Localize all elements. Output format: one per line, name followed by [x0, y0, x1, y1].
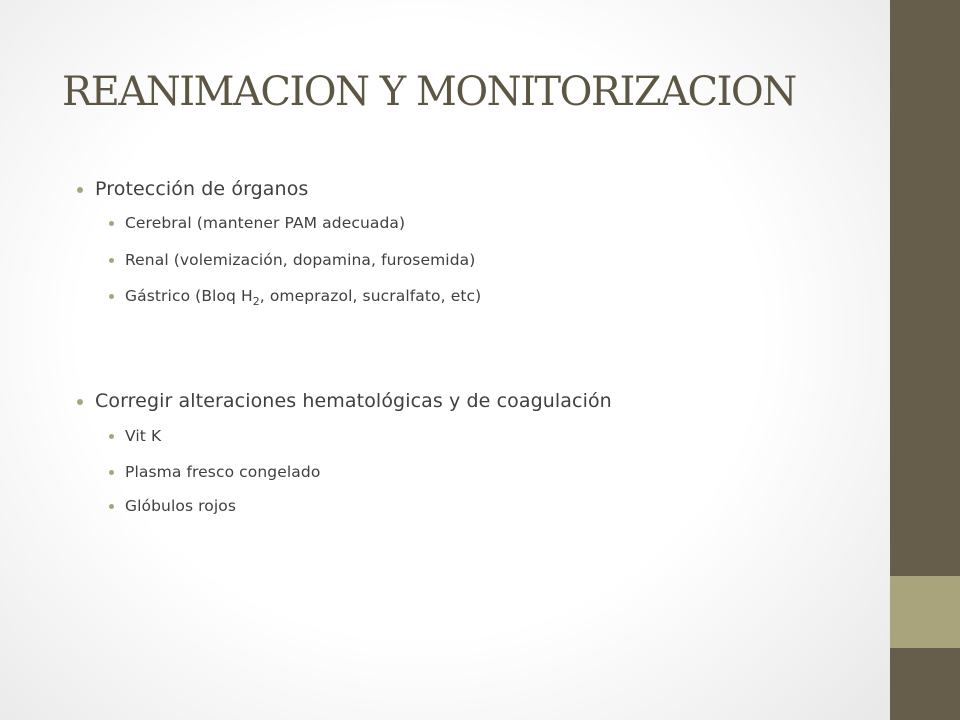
side-band-middle	[890, 576, 960, 648]
bullet-text: Corregir alteraciones hematológicas y de coagulación	[95, 390, 612, 412]
bullet-heading-organ-protection	[95, 178, 308, 200]
sub-bullet-dot	[109, 504, 114, 509]
bullet-text: Protección de órganos	[95, 178, 309, 200]
sub-bullet-text: Glóbulos rojos	[125, 497, 237, 515]
sub-bullet-renal	[125, 251, 475, 269]
subscript-2: 2	[252, 294, 260, 308]
slide-title: REANIMACION Y MONITORIZACION	[62, 69, 796, 115]
side-band-top	[890, 0, 960, 576]
sub-bullet-text: Plasma fresco congelado	[125, 463, 321, 481]
sub-bullet-red-cells	[125, 497, 236, 515]
sub-bullet-text: Renal (volemización, dopamina, furosemida)	[125, 251, 476, 269]
sub-bullet-gastric	[125, 287, 482, 308]
sub-bullet-dot	[109, 221, 114, 226]
bullet-dot	[77, 187, 83, 193]
sub-bullet-cerebral	[125, 214, 405, 232]
sub-bullet-dot	[109, 434, 114, 439]
sub-bullet-dot	[109, 294, 114, 299]
bullet-dot	[77, 399, 83, 405]
sub-bullet-text-start: Gástrico (Bloq H	[125, 287, 253, 305]
sub-bullet-dot	[109, 470, 114, 475]
sub-bullet-text: Cerebral (mantener PAM adecuada)	[125, 214, 406, 232]
side-band-bottom	[890, 648, 960, 720]
bullet-heading-hematologic	[95, 390, 612, 412]
sub-bullet-text: Vit K	[125, 427, 162, 445]
sub-bullet-vit-k	[125, 427, 161, 445]
sub-bullet-plasma	[125, 463, 320, 481]
sub-bullet-dot	[109, 258, 114, 263]
sub-bullet-text-end: , omeprazol, sucralfato, etc)	[259, 287, 482, 305]
